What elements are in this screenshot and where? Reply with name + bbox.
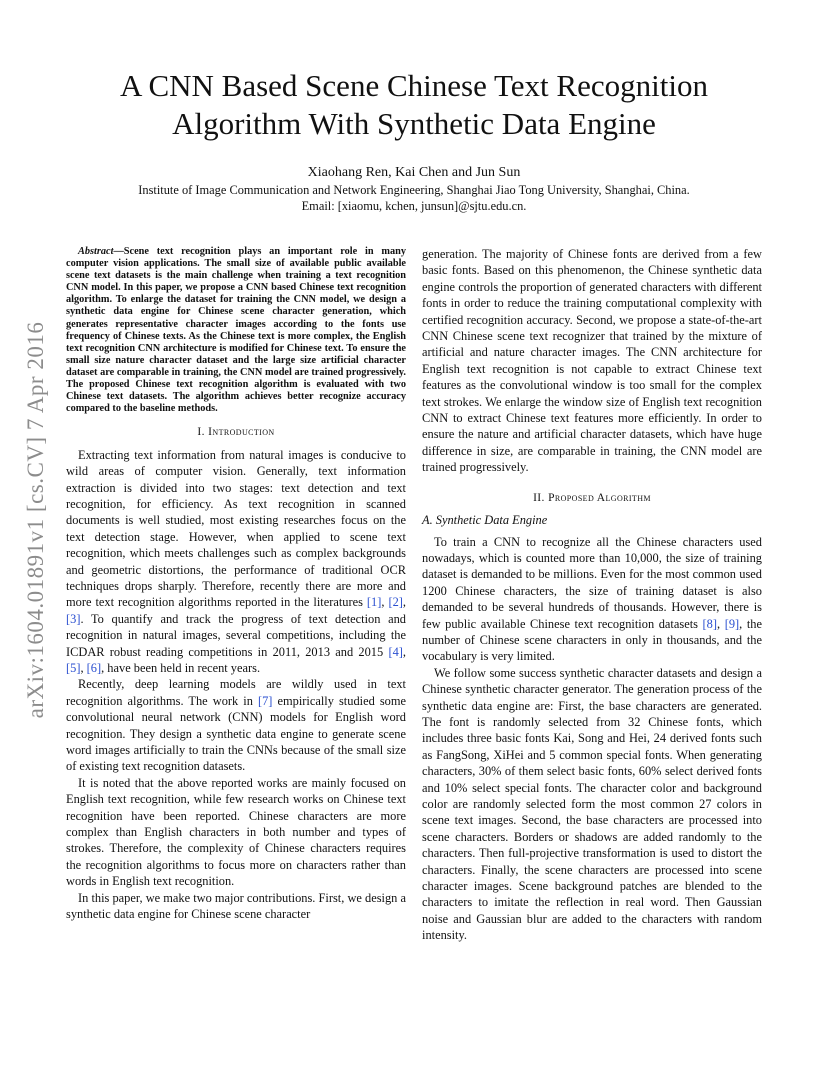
citation-link[interactable]: [8]: [702, 616, 717, 631]
arxiv-identifier-stamp: arXiv:1604.01891v1 [cs.CV] 7 Apr 2016: [23, 321, 48, 719]
affiliation-email: Email: [xiaomu, kchen, junsun]@sjtu.edu.cn.: [301, 199, 527, 213]
paragraph-text: To train a CNN to recognize all the Chinese characters used nowadays, which is counted more than 10,000, the size of training dataset is demanded to be millions. Even for the most common used 1200 Chinese characters, the size of training dataset is also demanded to be several hundreds of thousands. However, there is few public available Chinese text recognition datasets: [422, 534, 762, 631]
algorithm-paragraph-2: We follow some success synthetic character datasets and design a Chinese synthetic character generator. The generation process of the synthetic data engine are: First, the base characters are generated. The font is randomly selected from 32 Chinese fonts, which includes three basic fonts Kai, Song and Hei, 24 derived fonts such as FangSong, XiHei and 5 common special fonts. When generating characters, 30% of them select basic fonts, 60% select derived fonts and 10% select special fonts. The character color and background color are randomly selected form the most common 27 colors in scene text images. Second, the base characters are processed into scene characters. Borders or shadows are added randomly to the characters. Then full-projective transformation is used to distort the characters. Finally, the scene characters are processed into scene character images. Scene background patches are blended to the characters to imitate the reflection in real word. Then Gaussian noise and Gaussian blur are added to the characters with random intensity.: [422, 665, 762, 943]
citation-separator: ,: [717, 616, 725, 631]
paragraph-text: , have been held in recent years.: [101, 661, 261, 675]
abstract: [66, 246, 406, 415]
intro-paragraph-4: In this paper, we make two major contributions. First, we design a synthetic data engine for Chinese scene character: [66, 890, 406, 922]
citation-link[interactable]: [1]: [366, 595, 382, 610]
affiliation-institute: Institute of Image Communication and Network Engineering, Shanghai Jiao Tong University, Shanghai, China.: [138, 183, 690, 197]
abstract-text: —Scene text recognition plays an important role in many computer vision applications. The small size of available public available scene text datasets is the main challenge when training a text recognition CNN model. In this paper, we propose a CNN based Chinese text recognition algorithm. To enlarge the dataset for training the CNN model, we design a synthetic data engine for Chinese scene character generation, which generates representative character images according to the fonts use frequency of Chinese texts. As the Chinese text is more complex, the English text recognition CNN architecture is modified for Chinese text. To ensure the small size nature character dataset and the large size artificial character dataset are comparable in training, the CNN model are trained progressively. The proposed Chinese text recognition algorithm is evaluated with two Chinese text datasets. The algorithm achieves better recognize accuracy compared to the baseline methods.: [66, 246, 406, 415]
paragraph-text: . To quantify and track the progress of text detection and recognition in natural images, several competitions, including the ICDAR robust reading competitions in 2011, 2013 and 2015: [66, 611, 406, 659]
paragraph-text: , the number of Chinese scene characters in only in thousands, and the vocabulary is very limited.: [422, 616, 762, 664]
author-list: Xiaohang Ren, Kai Chen and Jun Sun: [307, 165, 521, 180]
citation-separator: ,: [402, 644, 406, 659]
citation-link[interactable]: [5]: [66, 661, 81, 675]
citation-link[interactable]: [4]: [388, 644, 403, 659]
abstract-label: Abstract: [78, 246, 114, 257]
right-column: [422, 246, 762, 944]
subsection-heading-synthetic-data-engine: A. Synthetic Data Engine: [422, 513, 548, 528]
citation-separator: ,: [381, 595, 389, 610]
intro-paragraph-2: [66, 676, 406, 774]
citation-link[interactable]: [7]: [257, 693, 273, 708]
citation-separator: ,: [80, 661, 87, 675]
citation-link[interactable]: [6]: [86, 661, 102, 675]
citation-link[interactable]: [3]: [66, 611, 81, 626]
paper-title-line-1: A CNN Based Scene Chinese Text Recognition: [120, 68, 708, 103]
affiliation-block: [0, 182, 828, 214]
paragraph-text: Recently, deep learning models are wildly used in text recognition algorithms. The work in: [66, 677, 406, 708]
section-heading-proposed-algorithm: II. Proposed Algorithm: [533, 491, 651, 504]
intro-paragraph-1: [66, 447, 406, 677]
citation-separator: ,: [402, 595, 406, 610]
intro-paragraph-3: It is noted that the above reported works are mainly focused on English text recognition, while few research works on Chinese text recognition have been reported. Chinese characters are more complex than English characters in both number and types of strokes. Therefore, the complexity of Chinese characters requires the recognition algorithms to focus more on characters rather than words in English text recognition.: [66, 775, 406, 889]
citation-link[interactable]: [2]: [388, 595, 403, 610]
algorithm-paragraph-1: [422, 534, 762, 665]
citation-link[interactable]: [9]: [724, 616, 740, 631]
intro-paragraph-4-continued: generation. The majority of Chinese fonts are derived from a few basic fonts. Based on this phenomenon, the Chinese synthetic data engine controls the proportion of generated characters with different fonts in order to reduce the training computational complexity with certified recognition accuracy. Second, we propose a state-of-the-art CNN Chinese scene text recognizer that trained by the mixture of artificial and nature character images. The CNN architecture for English text recognition is not capable to extract Chinese text features as the convolutional window is too small for the complex text strokes. We enlarge the window size of English text recognition CNN to extract Chinese text features more efficiently. In order to ensure the nature and artificial character datasets, which have huge difference in size, are comparable in training, the CNN model are trained progressively.: [422, 247, 762, 475]
paper-title-line-2: Algorithm With Synthetic Data Engine: [172, 106, 656, 141]
paper-title: [0, 67, 828, 143]
section-heading-introduction: I. Introduction: [197, 426, 275, 439]
paragraph-text: Extracting text information from natural images is conducive to wild areas of computer vision. Generally, text information extraction is divided into two stages: text detection and text recognition, for efficiency. As text recognition in scanned documents is well studied, most existing researches focus on the text detection stage. However, when applied to scene text recognition, which meets challenges such as complex backgrounds and geometric distortions, the performance of traditional OCR techniques drops sharply. Therefore, recently there are more and more text recognition algorithms reported in the literatures: [66, 447, 406, 610]
paragraph-text: empirically studied some convolutional neural network (CNN) models for English word recognition. They design a synthetic data engine to generate scene word images artificially to train the CNNs because of the small size of existing text recognition datasets.: [66, 693, 406, 774]
left-column: [66, 246, 406, 923]
